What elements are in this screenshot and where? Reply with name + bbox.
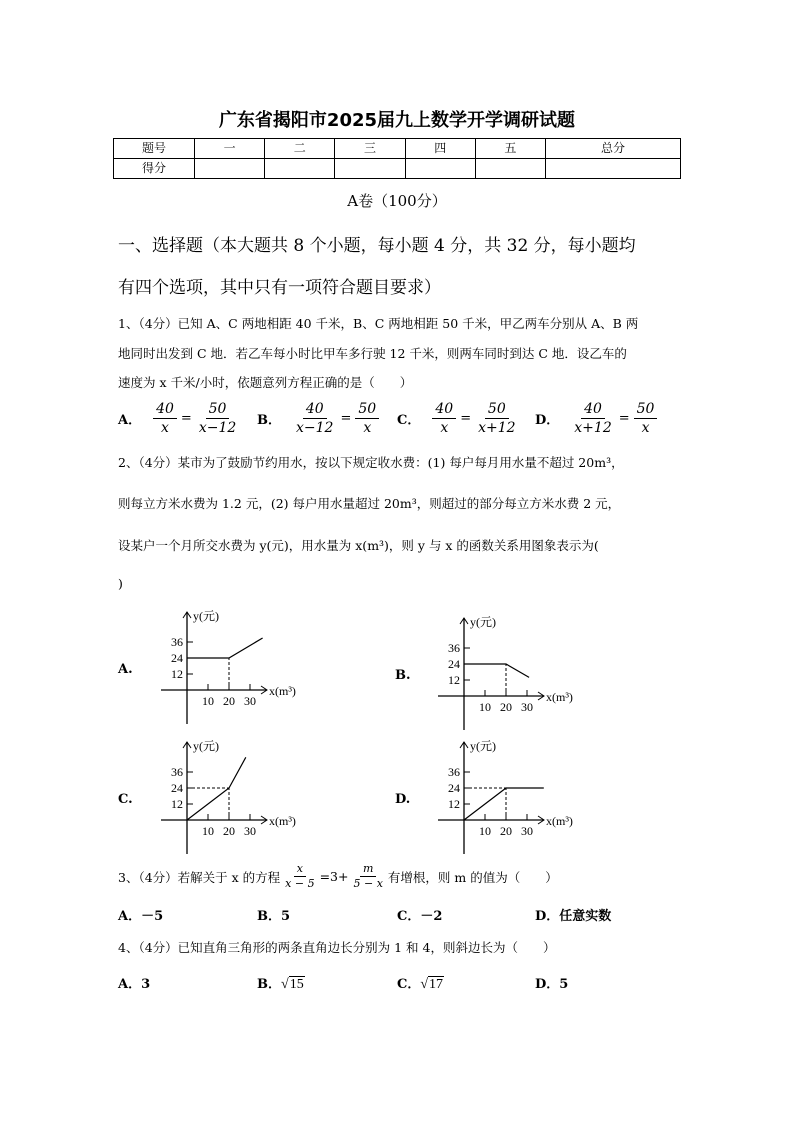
q3-stem: [118, 862, 558, 891]
q1-option-a[interactable]: [118, 400, 241, 437]
left-fraction: [432, 400, 456, 437]
q3-prefix: 3、（4分）若解关于 x 的方程: [118, 869, 281, 885]
y-tick-label: 24: [448, 657, 460, 671]
denominator: x−12: [296, 420, 334, 436]
q3-suffix: 有增根，则 m 的值为（ ）: [387, 869, 558, 885]
graph-option-label: B.: [395, 668, 411, 683]
x-tick-label: 20: [500, 700, 512, 714]
right-fraction: [634, 400, 658, 437]
score-header-cell: 一: [195, 139, 265, 159]
x-tick-label: 10: [202, 824, 214, 838]
numerator: 40: [581, 400, 605, 419]
denominator: x−12: [198, 420, 237, 436]
q1-line2: 地同时出发到 C 地．若乙车每小时比甲车多行驶 12 千米，则两车同时到达 C 地．设乙车的: [118, 346, 627, 361]
q1-line3: 速度为 x 千米/小时，依题意列方程正确的是（ ）: [118, 375, 413, 390]
q4-option-a[interactable]: [118, 973, 150, 992]
x-axis-label: x(m³): [546, 814, 573, 828]
option-label: B．: [257, 413, 281, 428]
q1-line1: 1、（4分）已知 A、C 两地相距 40 千米，B、C 两地相距 50 千米，甲乙两车分别从 A、B 两: [118, 316, 639, 331]
x-tick-label: 10: [479, 700, 491, 714]
function-graph-line: [464, 788, 544, 820]
q1-option-c[interactable]: [397, 400, 521, 437]
x-tick-label: 30: [244, 824, 256, 838]
y-axis-label: y(元): [470, 739, 496, 753]
x-tick-label: 10: [479, 824, 491, 838]
q3-mid: =3+: [319, 869, 349, 884]
numerator: 50: [485, 400, 509, 419]
equals-sign: =: [340, 411, 352, 426]
q3-f1-den: x − 5: [285, 877, 315, 890]
q3-option-a[interactable]: A．－5: [118, 909, 164, 924]
numerator: 40: [303, 400, 327, 419]
section-heading-line2: 有四个选项，其中只有一项符合题目要求）: [118, 278, 441, 298]
q4-option-label: A．3: [118, 977, 151, 992]
graph-option-label: A.: [118, 662, 133, 677]
y-tick-label: 24: [448, 781, 460, 795]
q4-option-c[interactable]: [397, 973, 444, 993]
denominator: x+12: [574, 420, 612, 436]
y-axis-label: y(元): [193, 739, 219, 753]
score-header-cell: 题号: [114, 139, 195, 159]
q3-f2-den: 5 − x: [353, 877, 383, 890]
x-tick-label: 20: [500, 824, 512, 838]
y-tick-label: 12: [448, 797, 460, 811]
sqrt-symbol: √17: [420, 977, 444, 992]
q2-line3: 设某户一个月所交水费为 y(元)，用水量为 x(m³)，则 y 与 x 的函数关系用图象表示为(: [118, 538, 599, 553]
function-graph-line: [187, 757, 246, 820]
y-tick-label: 36: [171, 765, 183, 779]
graph-svg: [136, 734, 336, 859]
q3-f2-num: m: [360, 862, 376, 877]
denominator: x+12: [478, 420, 516, 436]
x-tick-label: 20: [223, 824, 235, 838]
x-axis-label: x(m³): [546, 690, 573, 704]
radicand: 15: [289, 977, 304, 992]
denominator: x: [641, 420, 650, 436]
q2-line2: 则每立方米水费为 1.2 元，(2) 每户用水量超过 20m³，则超过的部分每立方米水费 2 元，: [118, 496, 621, 511]
exam-title: 广东省揭阳市2025届九上数学开学调研试题: [218, 110, 576, 131]
x-axis-label: x(m³): [269, 684, 296, 698]
y-axis-label: y(元): [193, 609, 219, 623]
graph-svg: [413, 734, 613, 859]
y-tick-label: 24: [171, 651, 183, 665]
score-cell: [195, 159, 265, 179]
score-row-label: 得分: [114, 159, 195, 179]
paper-a-heading: A卷（100分）: [347, 192, 447, 210]
right-fraction: [475, 400, 518, 437]
q3-fraction-2: [350, 862, 385, 891]
numerator: 50: [634, 400, 658, 419]
equals-sign: =: [460, 411, 472, 426]
score-cell: [475, 159, 545, 179]
y-tick-label: 12: [171, 797, 183, 811]
q3-option-d[interactable]: D．任意实数: [535, 909, 612, 924]
function-graph-line: [187, 638, 263, 658]
y-tick-label: 36: [171, 635, 183, 649]
q4-stem: 4、（4分）已知直角三角形的两条直角边长分别为 1 和 4，则斜边长为（ ）: [118, 940, 556, 955]
score-header-cell: 五: [475, 139, 545, 159]
q1-option-d[interactable]: [535, 400, 659, 437]
q3-option-b[interactable]: B．5: [257, 909, 291, 924]
q4-option-b[interactable]: [257, 973, 305, 993]
denominator: x: [161, 420, 169, 436]
score-cell: [265, 159, 335, 179]
x-tick-label: 10: [202, 694, 214, 708]
option-label: A．: [118, 413, 142, 428]
equals-sign: =: [618, 411, 630, 426]
score-cell: [405, 159, 475, 179]
graph-option-label: C.: [118, 792, 133, 807]
denominator: x: [363, 420, 372, 436]
left-fraction: [293, 400, 336, 437]
q3-fraction-1: [282, 862, 317, 891]
graph-svg: [413, 610, 613, 735]
q4-option-label: D．5: [535, 977, 569, 992]
sqrt-symbol: √15: [281, 977, 304, 992]
q1-option-b[interactable]: [257, 400, 381, 437]
q4-option-label: B．: [257, 977, 281, 992]
y-axis-label: y(元): [470, 615, 496, 629]
y-tick-label: 12: [448, 673, 460, 687]
section-heading-line1: 一、选择题（本大题共 8 个小题，每小题 4 分，共 32 分，每小题均: [118, 236, 636, 256]
q3-option-c[interactable]: C．－2: [397, 909, 443, 924]
score-cell: [546, 159, 681, 179]
q2-line4: ): [118, 576, 123, 591]
graph-option-label: D.: [395, 792, 411, 807]
equals-sign: =: [180, 411, 192, 426]
radicand: 17: [429, 977, 444, 992]
q2-line1: 2、（4分）某市为了鼓励节约用水，按以下规定收水费：(1) 每户每月用水量不超过 20m³，: [118, 455, 624, 470]
numerator: 40: [432, 400, 456, 419]
option-label: D．: [535, 413, 560, 428]
q4-option-label: C．: [397, 977, 421, 992]
q4-option-d[interactable]: [535, 973, 568, 992]
y-tick-label: 36: [448, 641, 460, 655]
score-table-score-row: [114, 159, 681, 179]
graph-svg: [136, 604, 336, 729]
denominator: x: [440, 420, 449, 436]
numerator: 50: [355, 400, 379, 419]
score-header-cell: 三: [335, 139, 405, 159]
function-graph-line: [464, 664, 529, 677]
option-label: C．: [397, 413, 421, 428]
q3-f1-num: x: [294, 862, 306, 877]
score-header-cell: 四: [405, 139, 475, 159]
score-cell: [335, 159, 405, 179]
left-fraction: [153, 400, 177, 437]
x-tick-label: 20: [223, 694, 235, 708]
score-table-header-row: [114, 139, 681, 159]
left-fraction: [571, 400, 614, 437]
numerator: 40: [153, 400, 177, 419]
x-tick-label: 30: [521, 700, 533, 714]
y-tick-label: 36: [448, 765, 460, 779]
score-header-cell: 二: [265, 139, 335, 159]
x-tick-label: 30: [521, 824, 533, 838]
right-fraction: [355, 400, 379, 437]
x-tick-label: 30: [244, 694, 256, 708]
numerator: 50: [206, 400, 230, 419]
score-table: [113, 138, 681, 179]
y-tick-label: 12: [171, 667, 183, 681]
right-fraction: [196, 400, 239, 437]
x-axis-label: x(m³): [269, 814, 296, 828]
score-header-cell: 总分: [546, 139, 681, 159]
y-tick-label: 24: [171, 781, 183, 795]
